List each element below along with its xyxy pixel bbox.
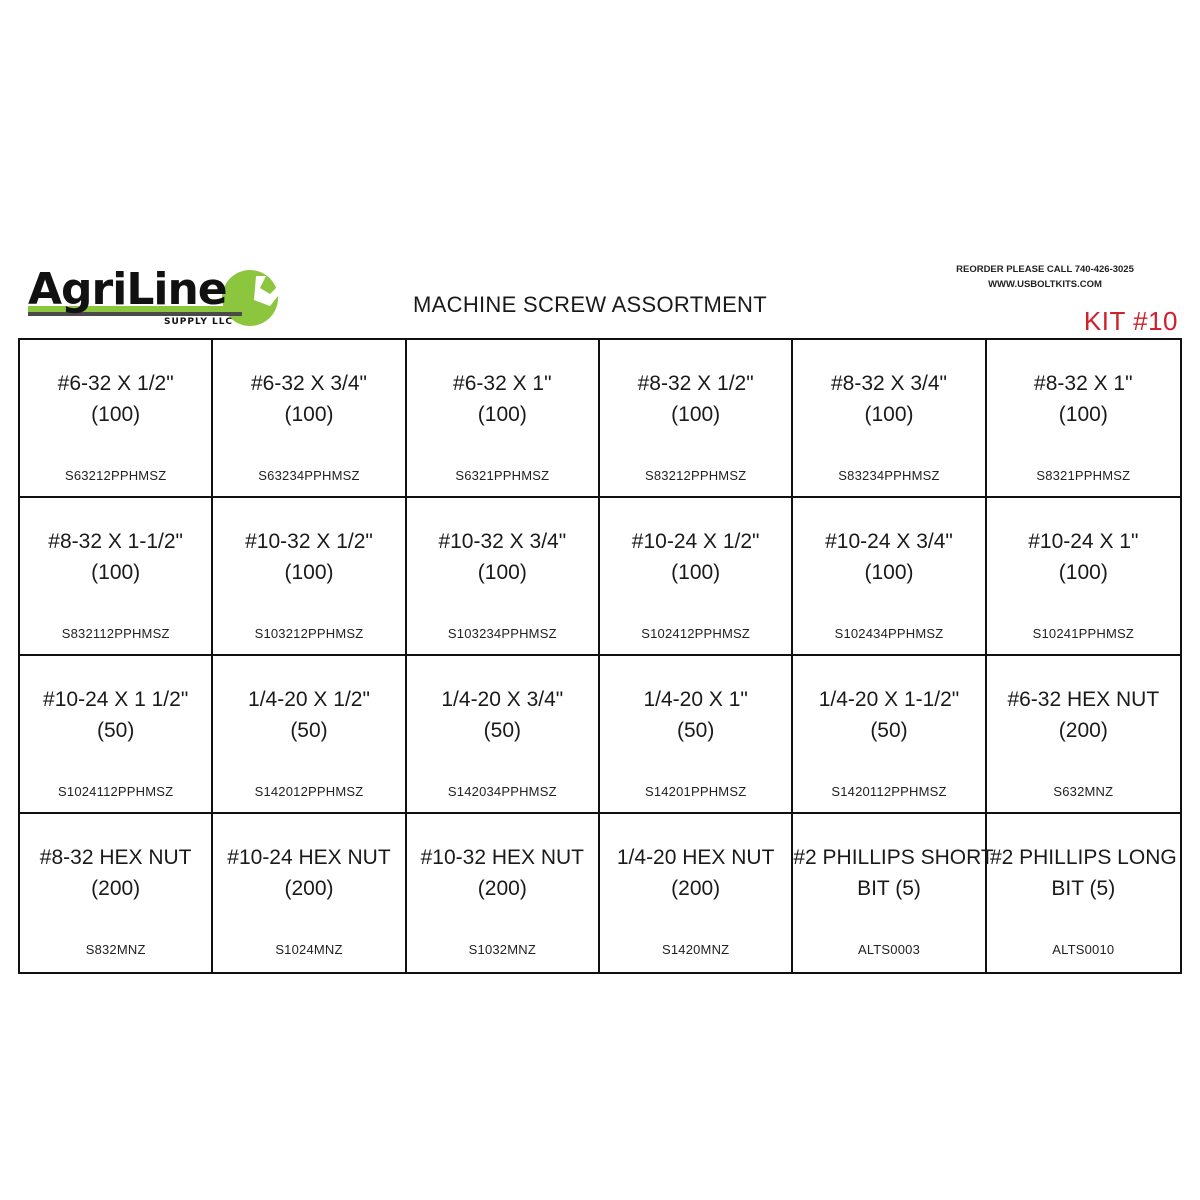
cell-part-code: S102434PPHMSZ bbox=[834, 626, 944, 641]
cell-quantity: BIT (5) bbox=[1051, 877, 1116, 900]
cell-part-code: S1420112PPHMSZ bbox=[831, 784, 947, 799]
grid-cell bbox=[20, 340, 213, 498]
cell-quantity: (100) bbox=[1058, 561, 1108, 584]
cell-description: #8-32 X 1-1/2" bbox=[48, 530, 184, 553]
reorder-phone: REORDER PLEASE CALL 740-426-3025 bbox=[956, 264, 1134, 275]
cell-description: #8-32 X 1" bbox=[1034, 372, 1133, 395]
cell-description: #6-32 X 1/2" bbox=[57, 372, 174, 395]
grid-cell bbox=[987, 656, 1180, 814]
brand-main-text: AgriLine bbox=[28, 264, 227, 315]
cell-part-code: S832112PPHMSZ bbox=[61, 626, 170, 641]
grid-cell bbox=[213, 814, 406, 972]
cell-description: #10-32 X 3/4" bbox=[438, 530, 567, 553]
grid-cell bbox=[600, 340, 793, 498]
cell-description: 1/4-20 HEX NUT bbox=[616, 846, 775, 869]
cell-description: 1/4-20 X 1-1/2" bbox=[818, 688, 960, 711]
cell-quantity: (200) bbox=[91, 877, 141, 900]
grid-cell bbox=[407, 656, 600, 814]
cell-quantity: (200) bbox=[477, 877, 527, 900]
cell-part-code: S6321PPHMSZ bbox=[455, 468, 550, 483]
cell-description: #10-24 X 3/4" bbox=[825, 530, 953, 553]
cell-part-code: ALTS0010 bbox=[1052, 942, 1115, 957]
cell-quantity: (50) bbox=[96, 719, 135, 742]
grid-cell bbox=[600, 814, 793, 972]
grid-cell bbox=[600, 498, 793, 656]
cell-quantity: (100) bbox=[864, 403, 914, 426]
cell-description: #6-32 X 3/4" bbox=[250, 372, 368, 395]
cell-quantity: (100) bbox=[671, 561, 721, 584]
grid-cell bbox=[600, 656, 793, 814]
cell-description: #6-32 X 1" bbox=[453, 372, 552, 395]
cell-part-code: ALTS0003 bbox=[857, 942, 921, 957]
cell-part-code: S632MNZ bbox=[1053, 784, 1114, 799]
grid-cell bbox=[20, 656, 213, 814]
cell-quantity: (200) bbox=[284, 877, 334, 900]
cell-part-code: S102412PPHMSZ bbox=[641, 626, 751, 641]
cell-quantity: (50) bbox=[870, 719, 908, 742]
cell-quantity: (50) bbox=[483, 719, 521, 742]
kit-number: KIT #10 bbox=[1083, 306, 1178, 336]
cell-part-code: S83212PPHMSZ bbox=[644, 468, 747, 483]
cell-description: 1/4-20 X 3/4" bbox=[441, 688, 564, 711]
cell-quantity: (100) bbox=[91, 403, 141, 426]
cell-description: #10-24 X 1 1/2" bbox=[43, 688, 189, 711]
cell-description: #2 PHILLIPS SHORT bbox=[793, 846, 994, 869]
page-title: MACHINE SCREW ASSORTMENT bbox=[413, 292, 767, 317]
cell-part-code: S103212PPHMSZ bbox=[254, 626, 364, 641]
cell-quantity: (100) bbox=[284, 403, 334, 426]
cell-part-code: S142012PPHMSZ bbox=[254, 784, 364, 799]
cell-description: #10-32 HEX NUT bbox=[420, 846, 585, 869]
grid-cell bbox=[213, 498, 406, 656]
cell-part-code: S1024112PPHMSZ bbox=[58, 784, 174, 799]
cell-description: #10-24 HEX NUT bbox=[227, 846, 391, 869]
cell-quantity: (100) bbox=[671, 403, 721, 426]
grid-cell bbox=[987, 498, 1180, 656]
grid-cell bbox=[407, 340, 600, 498]
cell-part-code: S63234PPHMSZ bbox=[258, 468, 360, 483]
cell-description: #10-24 X 1/2" bbox=[631, 530, 760, 553]
cell-part-code: S1024MNZ bbox=[275, 942, 343, 957]
grid-cell bbox=[987, 814, 1180, 972]
cell-quantity: BIT (5) bbox=[857, 877, 921, 900]
cell-quantity: (100) bbox=[477, 561, 527, 584]
cell-part-code: S103234PPHMSZ bbox=[447, 626, 557, 641]
agriline-logo bbox=[24, 262, 314, 328]
cell-part-code: S10241PPHMSZ bbox=[1032, 626, 1135, 641]
cell-part-code: S14201PPHMSZ bbox=[644, 784, 747, 799]
cell-description: #6-32 HEX NUT bbox=[1007, 688, 1160, 711]
cell-part-code: S8321PPHMSZ bbox=[1036, 468, 1131, 483]
grid-cell bbox=[793, 498, 986, 656]
cell-part-code: S1032MNZ bbox=[468, 942, 536, 957]
reorder-website: WWW.USBOLTKITS.COM bbox=[988, 279, 1102, 290]
cell-description: #8-32 X 1/2" bbox=[637, 372, 754, 395]
reorder-info bbox=[930, 262, 1160, 292]
cell-quantity: (100) bbox=[1058, 403, 1108, 426]
cell-quantity: (100) bbox=[864, 561, 914, 584]
cell-part-code: S63212PPHMSZ bbox=[64, 468, 167, 483]
cell-description: #8-32 X 3/4" bbox=[830, 372, 948, 395]
cell-quantity: (100) bbox=[477, 403, 527, 426]
cell-quantity: (50) bbox=[676, 719, 715, 742]
grid-cell bbox=[213, 656, 406, 814]
cell-description: #8-32 HEX NUT bbox=[39, 846, 192, 869]
cell-part-code: S83234PPHMSZ bbox=[838, 468, 940, 483]
grid-cell bbox=[793, 814, 994, 972]
cell-description: #10-24 X 1" bbox=[1028, 530, 1139, 553]
grid-cell bbox=[213, 340, 406, 498]
cell-description: #10-32 X 1/2" bbox=[245, 530, 373, 553]
cell-quantity: (200) bbox=[671, 877, 721, 900]
grid-cell bbox=[987, 340, 1180, 498]
cell-quantity: (100) bbox=[284, 561, 334, 584]
grid-cell bbox=[20, 498, 213, 656]
cell-description: 1/4-20 X 1/2" bbox=[248, 688, 370, 711]
cell-quantity: (100) bbox=[91, 561, 141, 584]
cell-description: #2 PHILLIPS LONG bbox=[989, 846, 1177, 869]
cell-quantity: (50) bbox=[290, 719, 328, 742]
brand-sub-text: SUPPLY LLC bbox=[164, 317, 234, 327]
grid-cell bbox=[407, 814, 600, 972]
grid-cell bbox=[407, 498, 600, 656]
assortment-grid bbox=[18, 338, 1182, 974]
cell-quantity: (200) bbox=[1058, 719, 1108, 742]
cell-description: 1/4-20 X 1" bbox=[643, 688, 748, 711]
cell-part-code: S142034PPHMSZ bbox=[447, 784, 557, 799]
grid-cell bbox=[793, 656, 986, 814]
cell-part-code: S1420MNZ bbox=[661, 942, 730, 957]
grid-cell bbox=[20, 814, 213, 972]
grid-cell bbox=[793, 340, 986, 498]
cell-part-code: S832MNZ bbox=[85, 942, 146, 957]
